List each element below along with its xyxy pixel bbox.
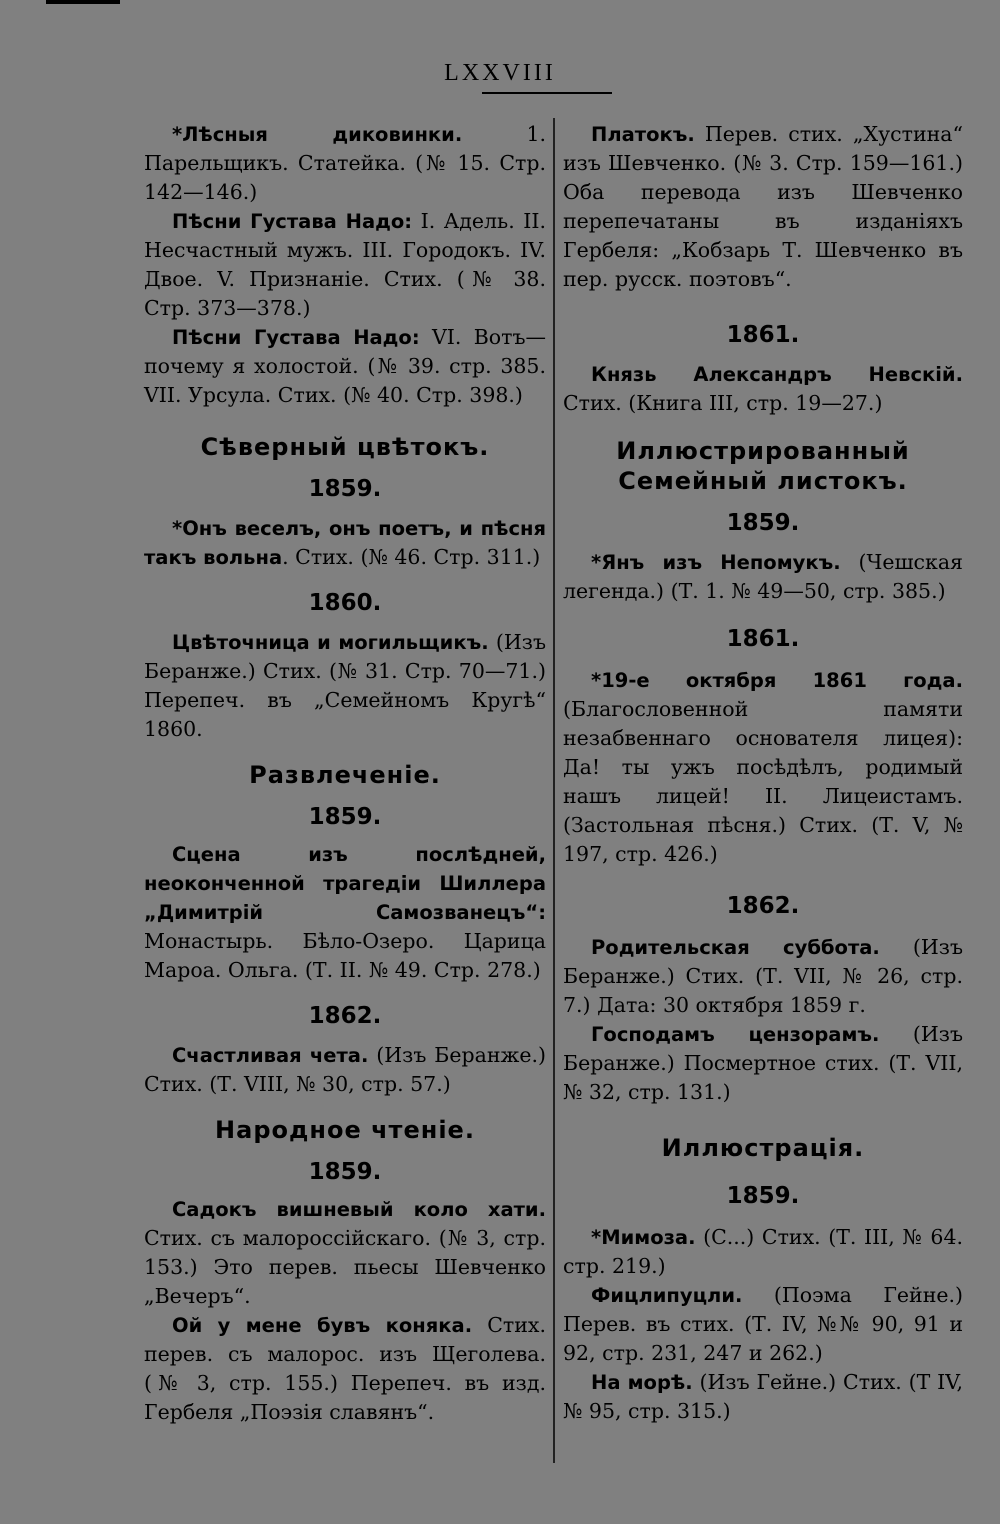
year-heading: 1859. — [726, 510, 800, 536]
entry-text: (Чешская легенда.) (Т. 1. № 49—50, стр. 385.) — [563, 550, 963, 603]
periodical-heading: Развлеченіе. — [249, 761, 441, 789]
bibliography-entry — [144, 323, 546, 410]
entry-text: Стих. (Книга III, стр. 19—27.) — [563, 391, 883, 415]
right-column — [563, 120, 963, 1426]
bibliography-entry — [563, 666, 963, 869]
year-heading: 1861. — [726, 626, 800, 652]
periodical-heading: Народное чтеніе. — [215, 1116, 475, 1144]
top-edge-mark — [46, 0, 120, 4]
bibliography-entry — [144, 628, 546, 744]
entry-title: Счастливая чета. — [172, 1044, 369, 1067]
periodical-heading: Иллюстрированный Семейный листокъ. — [616, 437, 910, 495]
year-heading: 1859. — [308, 1159, 382, 1185]
bibliography-entry — [563, 1223, 963, 1281]
year-heading: 1859. — [726, 1183, 800, 1209]
periodical-heading: Сѣверный цвѣтокъ. — [200, 433, 490, 461]
entry-title: Родительская суббота. — [591, 936, 880, 959]
entry-text: (Изъ Беранже.) Стих. (Т. VIII, № 30, стр. 57.) — [144, 1043, 547, 1096]
bibliography-entry — [144, 1041, 546, 1099]
entry-text: (Благословенной памяти незабвеннаго основателя лицея): Да! ты ужъ посѣдѣлъ, родимый нашъ лицей! II. Лицеистамъ. (Застольная пѣсня.) Стих. (Т. V, № 197, стр. 426.) — [563, 697, 963, 866]
year-heading: 1859. — [308, 804, 382, 830]
entry-title: *Янъ изъ Непомукъ. — [591, 551, 841, 574]
entry-text: 1. Парельщикъ. Статейка. (№ 15. Стр. 142—146.) — [144, 122, 546, 204]
entry-title: Фицлипуцли. — [591, 1284, 743, 1307]
entry-text: . Стих. (№ 46. Стр. 311.) — [282, 545, 541, 569]
entry-text: (Изъ Беранже.) Стих. (Т. VII, № 26, стр. 7.) Дата: 30 октября 1859 г. — [563, 935, 963, 1017]
bibliography-entry — [144, 840, 546, 985]
entry-text: Стих. съ малороссійскаго. (№ 3, стр. 153.) Это перев. пьесы Шевченко „Вечеръ“. — [144, 1226, 546, 1308]
entry-text: VI. Вотъ—почему я холостой. (№ 39. стр. 385. VII. Урсула. Стих. (№ 40. Стр. 398.) — [144, 325, 546, 407]
entry-text: Монастырь. Бѣло-Озеро. Царица Мароа. Ольга. (Т. II. № 49. Стр. 278.) — [144, 929, 546, 982]
entry-title: *Мимоза. — [591, 1226, 696, 1249]
bibliography-entry — [144, 120, 546, 207]
bibliography-entry — [563, 933, 963, 1020]
bibliography-entry — [144, 207, 546, 323]
entry-title: *Лѣсныя диковинки. — [172, 123, 463, 146]
entry-title: *19-е октября 1861 года. — [591, 669, 963, 692]
entry-text: I. Адель. II. Несчастный мужъ. III. Городокъ. IV. Двое. V. Признаніе. Стих. (№ 38. Стр. 373—378.) — [144, 209, 546, 320]
year-heading: 1862. — [308, 1003, 382, 1029]
bibliography-entry — [563, 120, 963, 294]
entry-text: (С...) Стих. (Т. III, № 64. стр. 219.) — [563, 1225, 963, 1278]
entry-text: (Изъ Гейне.) Стих. (Т IV, № 95, стр. 315.) — [563, 1370, 963, 1423]
entry-title: Пѣсни Густава Надо: — [172, 326, 420, 349]
entry-text: (Изъ Беранже.) Посмертное стих. (Т. VII, № 32, стр. 131.) — [563, 1022, 963, 1104]
bibliography-entry — [563, 1020, 963, 1107]
entry-text: Перев. стих. „Хустина“ изъ Шевченко. (№ 3. Стр. 159—161.) Оба перевода изъ Шевченко перепечатаны въ изданіяхъ Гербеля: „Кобзарь Т. Шевченко въ пер. русск. поэтовъ“. — [563, 122, 963, 291]
bibliography-entry — [144, 514, 546, 572]
page-number: LXXVIII — [444, 60, 556, 86]
left-column — [144, 120, 546, 1427]
year-heading: 1860. — [308, 590, 382, 616]
entry-title: *Онъ веселъ, онъ поетъ, и пѣсня такъ вольна — [144, 517, 546, 569]
entry-title: Садокъ вишневый коло хати. — [172, 1198, 546, 1221]
entry-title: Господамъ цензорамъ. — [591, 1023, 880, 1046]
year-heading: 1862. — [726, 893, 800, 919]
column-divider — [553, 118, 555, 1463]
bibliography-entry — [563, 1281, 963, 1368]
entry-text: (Изъ Беранже.) Стих. (№ 31. Стр. 70—71.) Перепеч. въ „Семейномъ Кругѣ“ 1860. — [144, 630, 546, 741]
entry-title: Платокъ. — [591, 123, 695, 146]
entry-text: Стих. перев. съ малорос. изъ Щеголева. (№ 3, стр. 155.) Перепеч. въ изд. Гербеля „Поэзія славянъ“. — [144, 1313, 546, 1424]
year-heading: 1859. — [308, 476, 382, 502]
entry-text: (Поэма Гейне.) Перев. въ стих. (Т. IV, №№ 90, 91 и 92, стр. 231, 247 и 262.) — [563, 1283, 963, 1365]
entry-title: На морѣ. — [591, 1371, 693, 1394]
entry-title: Ой у мене бувъ коняка. — [172, 1314, 473, 1337]
bibliography-entry — [563, 1368, 963, 1426]
entry-title: Князь Александръ Невскій. — [591, 363, 963, 386]
bibliography-entry — [563, 360, 963, 418]
entry-title: Цвѣточница и могильщикъ. — [172, 631, 489, 654]
bibliography-entry — [563, 548, 963, 606]
entry-title: Сцена изъ послѣдней, неоконченной трагедіи Шиллера „Димитрій Самозванецъ“: — [144, 843, 546, 924]
periodical-heading: Иллюстрація. — [661, 1134, 865, 1162]
year-heading: 1861. — [726, 322, 800, 348]
page-number-rule — [482, 92, 612, 94]
bibliography-entry — [144, 1311, 546, 1427]
bibliography-entry — [144, 1195, 546, 1311]
entry-title: Пѣсни Густава Надо: — [172, 210, 413, 233]
